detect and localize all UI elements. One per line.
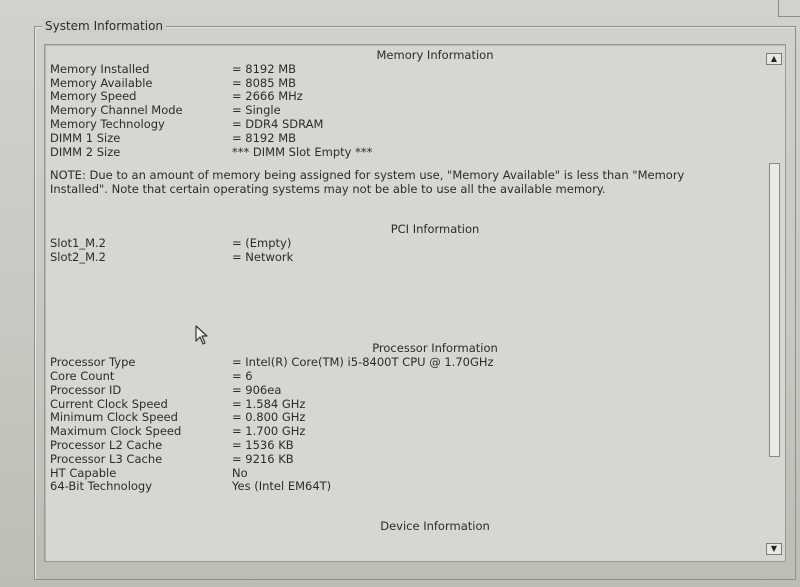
minimum-clock-speed-label: Minimum Clock Speed bbox=[50, 410, 178, 425]
dimm-1-size-value: = 8192 MB bbox=[232, 130, 297, 145]
slot1-m2-label: Slot1_M.2 bbox=[50, 235, 107, 250]
scrollbar-thumb[interactable] bbox=[769, 163, 780, 457]
device-section-title: Device Information bbox=[380, 519, 490, 534]
dimm-2-size-label: DIMM 2 Size bbox=[50, 144, 121, 159]
memory-installed-value: = 8192 MB bbox=[232, 61, 297, 76]
memory-channel-mode-value: = Single bbox=[232, 103, 281, 118]
system-information-content bbox=[50, 49, 760, 534]
processor-type-row bbox=[50, 356, 760, 370]
ht-capable-label: HT Capable bbox=[50, 465, 117, 480]
maximum-clock-speed-row bbox=[50, 425, 760, 439]
dimm-2-size-value: *** DIMM Slot Empty *** bbox=[232, 144, 373, 159]
processor-section-title: Processor Information bbox=[372, 341, 498, 356]
memory-section-title: Memory Information bbox=[376, 48, 494, 62]
64-bit-technology-label: 64-Bit Technology bbox=[50, 479, 153, 494]
memory-channel-mode-row bbox=[50, 104, 760, 118]
current-clock-speed-value: = 1.584 GHz bbox=[232, 396, 306, 411]
memory-technology-label: Memory Technology bbox=[50, 116, 165, 131]
memory-speed-value: = 2666 MHz bbox=[232, 89, 303, 104]
memory-available-row bbox=[50, 77, 760, 91]
dimm-1-size-row bbox=[50, 132, 760, 146]
memory-available-label: Memory Available bbox=[50, 75, 153, 90]
scroll-down-button[interactable] bbox=[766, 543, 782, 555]
64-bit-technology-value: Yes (Intel EM64T) bbox=[232, 479, 332, 494]
processor-type-value: = Intel(R) Core(TM) i5-8400T CPU @ 1.70GHz bbox=[232, 355, 494, 370]
memory-installed-row bbox=[50, 63, 760, 77]
memory-speed-label: Memory Speed bbox=[50, 89, 137, 104]
pci-section-title: PCI Information bbox=[390, 221, 480, 236]
arrow-up-icon: ▲ bbox=[770, 54, 778, 63]
processor-id-value: = 906ea bbox=[232, 382, 282, 397]
arrow-down-icon: ▼ bbox=[770, 544, 778, 553]
mouse-pointer-icon bbox=[195, 325, 209, 345]
minimum-clock-speed-row bbox=[50, 411, 760, 425]
memory-note: NOTE: Due to an amount of memory being assigned for system use, "Memory Available" is less than "Memory Installed". Note that certain operating systems may not be able to use all the available memory. bbox=[50, 168, 685, 197]
slot1-m2-value: = (Empty) bbox=[232, 235, 292, 250]
core-count-label: Core Count bbox=[50, 368, 115, 383]
processor-l2-cache-row bbox=[50, 439, 760, 453]
ht-capable-row bbox=[50, 467, 760, 481]
memory-technology-row bbox=[50, 118, 760, 132]
slot1-m2-row bbox=[50, 237, 760, 251]
processor-id-label: Processor ID bbox=[50, 382, 122, 397]
core-count-row bbox=[50, 370, 760, 384]
memory-speed-row bbox=[50, 90, 760, 104]
processor-l2-cache-label: Processor L2 Cache bbox=[50, 437, 163, 452]
system-information-panel[interactable] bbox=[44, 44, 786, 562]
vertical-scrollbar[interactable] bbox=[766, 47, 783, 557]
dimm-2-size-row bbox=[50, 146, 760, 160]
group-title: System Information bbox=[42, 18, 166, 34]
processor-l3-cache-row bbox=[50, 453, 760, 467]
memory-available-value: = 8085 MB bbox=[232, 75, 297, 90]
current-clock-speed-label: Current Clock Speed bbox=[50, 396, 168, 411]
processor-type-label: Processor Type bbox=[50, 355, 136, 370]
memory-technology-value: = DDR4 SDRAM bbox=[232, 116, 324, 131]
processor-l3-cache-value: = 9216 KB bbox=[232, 451, 294, 466]
ht-capable-value: No bbox=[232, 465, 248, 480]
processor-l2-cache-value: = 1536 KB bbox=[232, 437, 294, 452]
current-clock-speed-row bbox=[50, 398, 760, 412]
scroll-up-button[interactable] bbox=[766, 53, 782, 65]
memory-installed-label: Memory Installed bbox=[50, 61, 150, 76]
processor-l3-cache-label: Processor L3 Cache bbox=[50, 451, 163, 466]
minimum-clock-speed-value: = 0.800 GHz bbox=[232, 410, 306, 425]
core-count-value: = 6 bbox=[232, 368, 253, 383]
slot2-m2-value: = Network bbox=[232, 249, 294, 264]
processor-id-row bbox=[50, 384, 760, 398]
slot2-m2-row bbox=[50, 251, 760, 265]
dimm-1-size-label: DIMM 1 Size bbox=[50, 130, 121, 145]
memory-channel-mode-label: Memory Channel Mode bbox=[50, 103, 183, 118]
scrollbar-track[interactable] bbox=[769, 69, 780, 539]
64-bit-technology-row bbox=[50, 480, 760, 494]
maximum-clock-speed-value: = 1.700 GHz bbox=[232, 424, 306, 439]
window-corner bbox=[778, 0, 800, 17]
slot2-m2-label: Slot2_M.2 bbox=[50, 249, 107, 264]
maximum-clock-speed-label: Maximum Clock Speed bbox=[50, 424, 182, 439]
